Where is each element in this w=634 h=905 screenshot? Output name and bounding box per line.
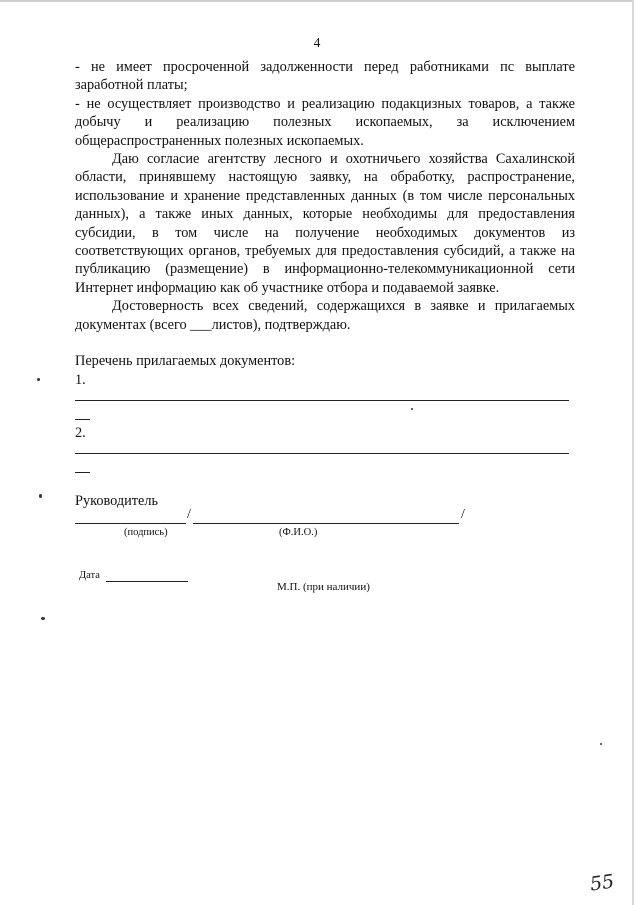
date-line[interactable] <box>106 581 188 582</box>
attachment-item-2-line[interactable] <box>75 453 569 454</box>
attachment-item-1-number: 1. <box>75 372 86 388</box>
signature-separator: / <box>187 507 191 522</box>
signature-line[interactable] <box>75 523 186 524</box>
attachment-item-2-line-end <box>75 472 90 473</box>
scan-speck <box>37 378 40 381</box>
attachment-item-1-line[interactable] <box>75 400 569 401</box>
signature-title: Руководитель <box>75 493 159 509</box>
attachment-item-1-line-end <box>75 419 90 420</box>
stamp-label: М.П. (при наличии) <box>277 581 370 593</box>
date-label: Дата <box>79 570 100 581</box>
scan-speck <box>41 617 45 620</box>
full-name-caption: (Ф.И.О.) <box>279 527 318 538</box>
attachment-item-2-number: 2. <box>75 425 86 441</box>
signature-caption: (подпись) <box>124 527 168 538</box>
scan-speck <box>600 743 602 745</box>
paragraph-data-consent: Даю согласие агентству лесного и охотничьего хозяйства Сахалинской области, принявшему настоящую заявку, на обработку, распространение, использование и хранение представленных данных (в том числе персональных данных), а также иных данных, которые необходимы для предоставления субсидии, в том числе на получение необходимых документов из соответствующих органов, требуемых для предоставления субсидий, а также на публикацию (размещение) в информационно-телекоммуникационной сети Интернет информацию как об участнике отбора и подаваемой заявке. <box>75 151 575 296</box>
paragraph-no-excise-goods: - не осуществляет производство и реализацию подакцизных товаров, а также добычу и реализацию полезных ископаемых, за исключением общераспространенных полезных ископаемых. <box>75 95 575 149</box>
full-name-line[interactable] <box>193 523 459 524</box>
paragraph-no-wage-debt: - не имеет просроченной задолженности перед работниками пс выплате заработной платы; <box>75 59 575 94</box>
page-number: 4 <box>313 35 321 50</box>
handwritten-page-number: 55 <box>588 870 616 896</box>
scan-speck <box>411 408 413 410</box>
scan-edge-top <box>0 0 634 2</box>
attachments-title: Перечень прилагаемых документов: <box>75 353 296 369</box>
body-text <box>75 58 575 334</box>
full-name-separator: / <box>461 507 465 522</box>
paragraph-accuracy-confirmation: Достоверность всех сведений, содержащихся в заявке и прилагаемых документах (всего ___листов), подтверждаю. <box>75 298 575 333</box>
scan-speck <box>39 494 42 498</box>
